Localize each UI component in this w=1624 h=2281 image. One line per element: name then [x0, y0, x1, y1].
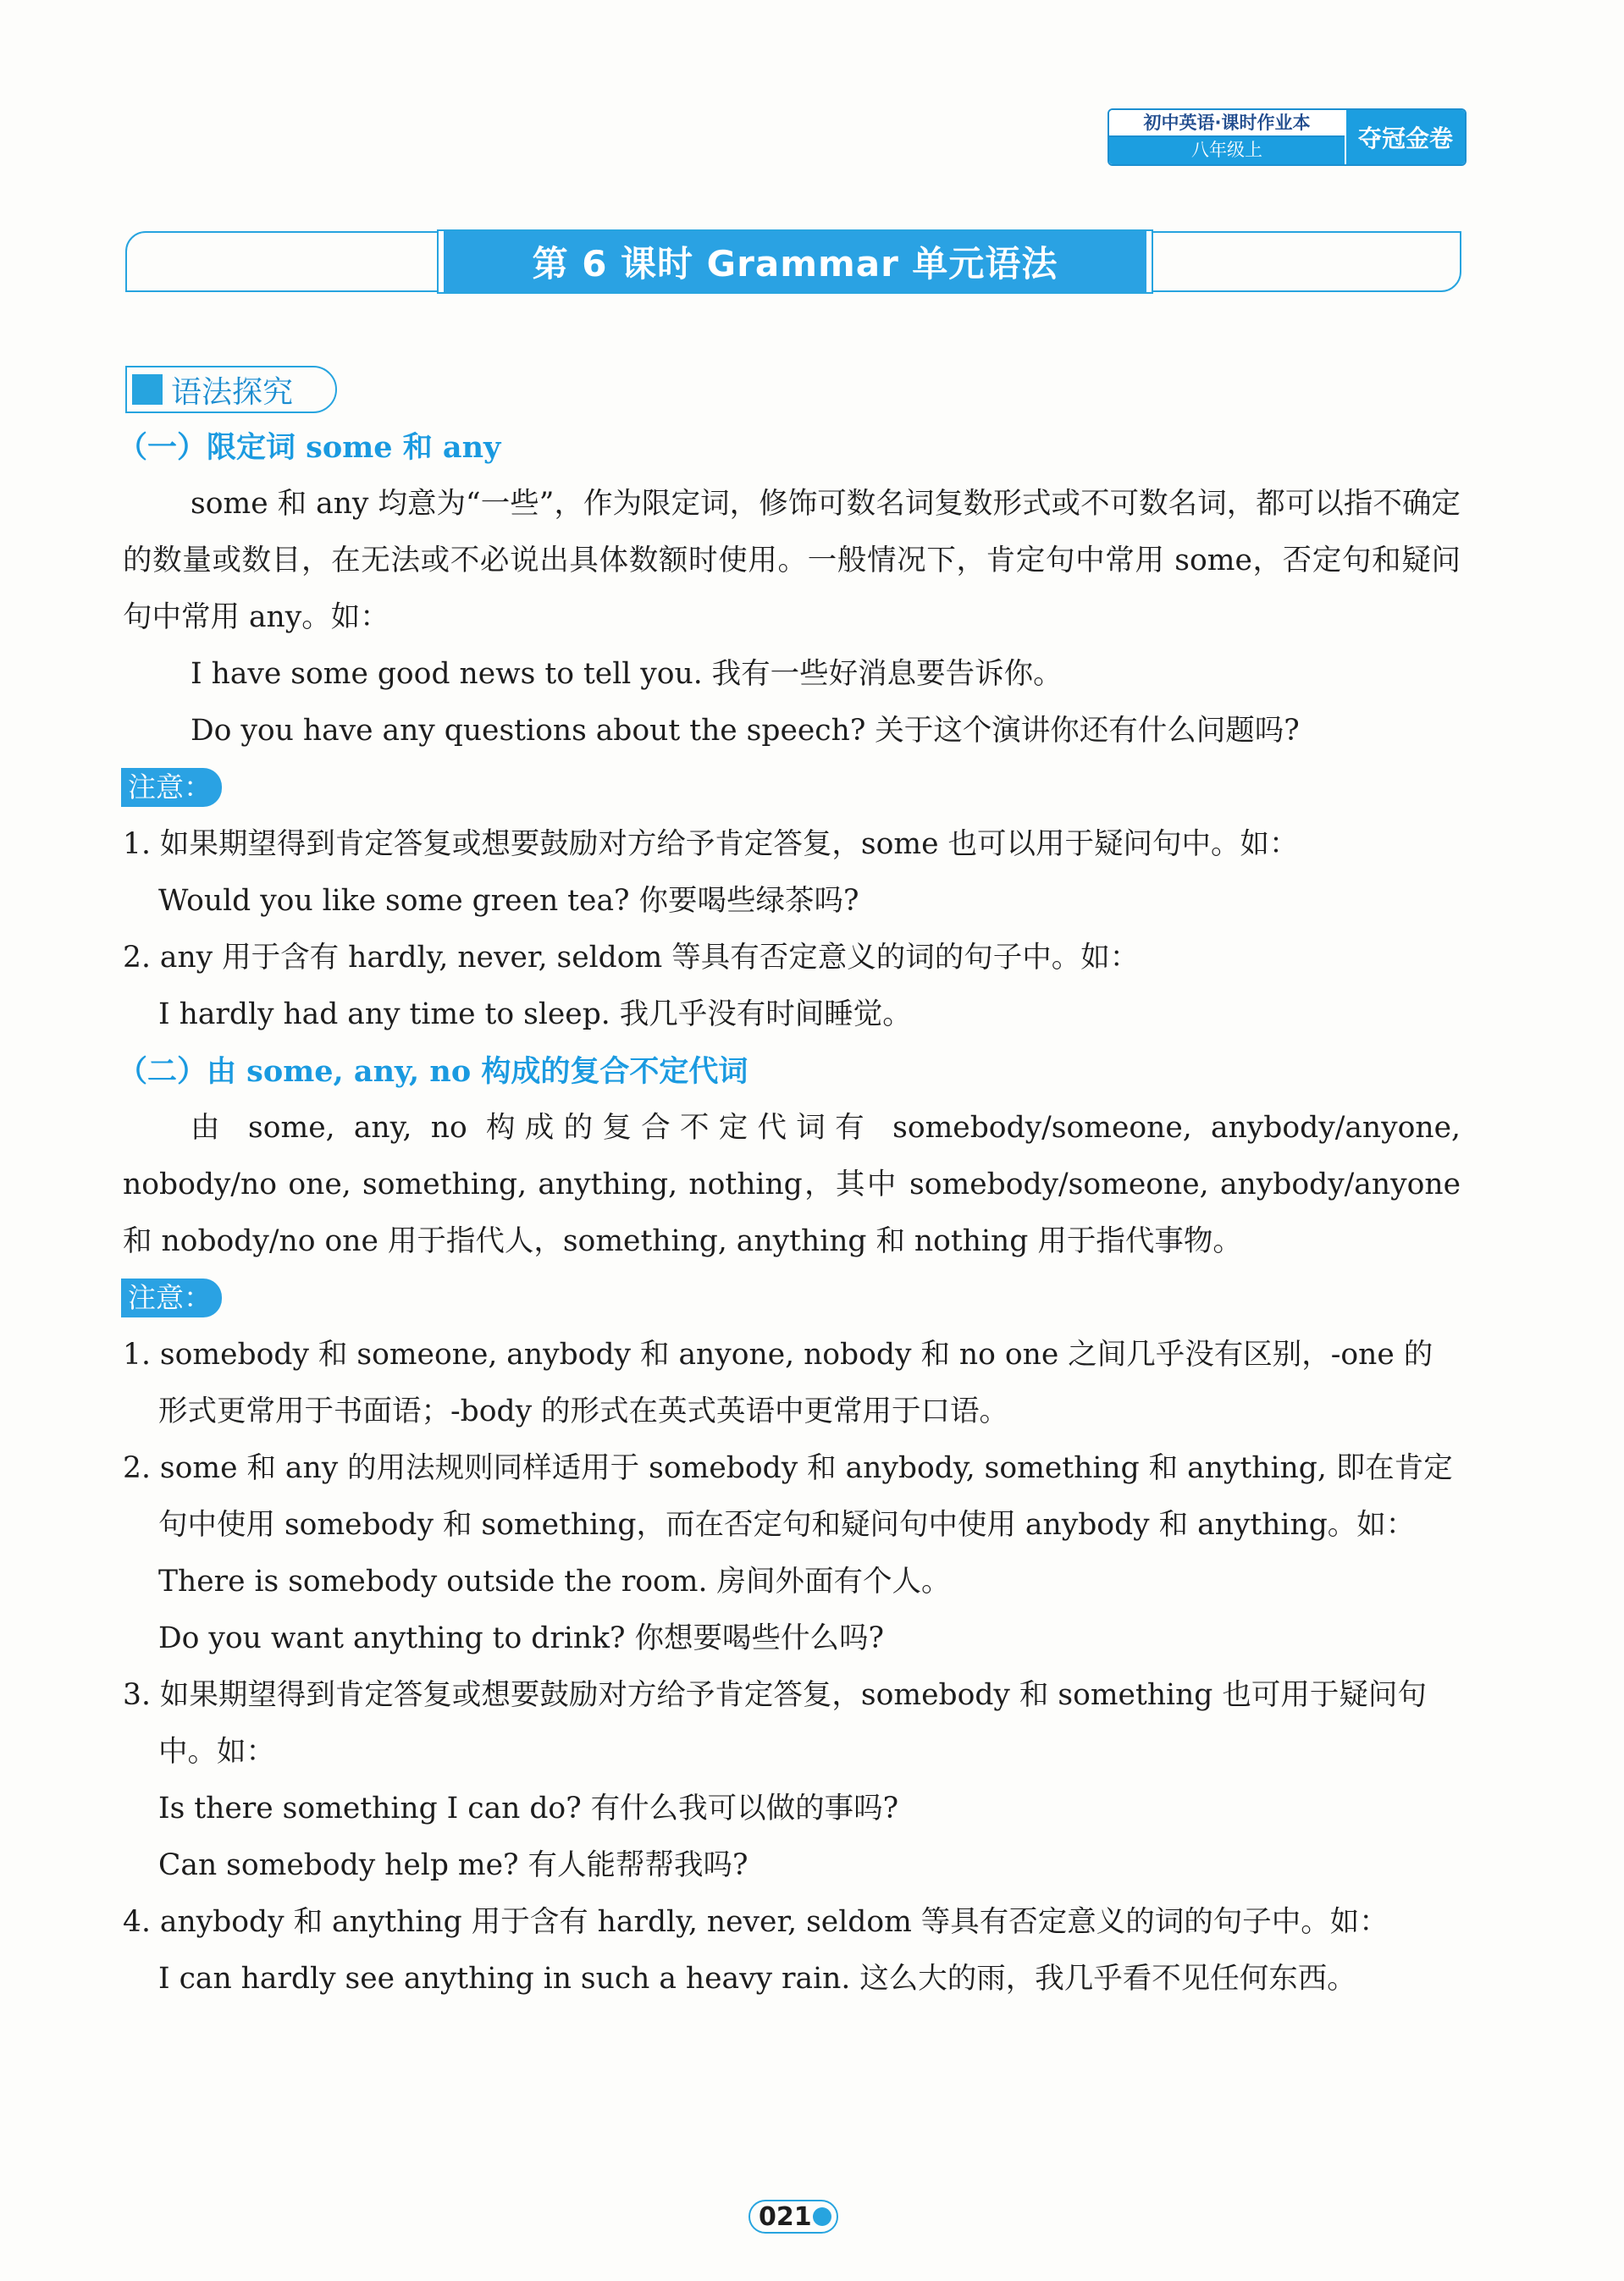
lesson-title: 第 6 课时 Grammar 单元语法 [439, 231, 1152, 292]
brand-logo: 夺冠金卷 [1345, 110, 1465, 164]
header-badge [1108, 108, 1467, 166]
page-number [748, 2200, 838, 2234]
dot-icon [813, 2207, 831, 2226]
part1-paragraph: some 和 any 均意为“一些”，作为限定词，修饰可数名词复数形式或不可数名词，都可以指不确定的数量或数目，在无法或不必说出具体数额时使用。一般情况下，肯定句中常用 some，否定句和疑问句中常用 any。如： [123, 487, 1461, 634]
badge-text [1109, 110, 1345, 164]
note-item [123, 1894, 1461, 1951]
example-sentence: Can somebody help me? 有人能帮帮我吗? [158, 1848, 748, 1882]
note-text: somebody 和 someone, anybody 和 anyone, nobody 和 no one 之间几乎没有区别，-one 的形式更常用于书面语；-body 的形式在英式英语中更常用于口语。 [158, 1338, 1433, 1428]
note-text: some 和 any 的用法规则同样适用于 somebody 和 anybody, something 和 anything, 即在肯定句中使用 somebody 和 something，而在否定句和疑问句中使用 anybody 和 anything。如： [158, 1451, 1453, 1542]
series-name: 初中英语·课时作业本 [1109, 110, 1345, 137]
example-sentence: Do you have any questions about the speech? 关于这个演讲你还有什么问题吗? [191, 714, 1300, 748]
example-sentence: I hardly had any time to sleep. 我几乎没有时间睡觉。 [158, 997, 912, 1031]
note-text: anybody 和 anything 用于含有 hardly, never, seldom 等具有否定意义的词的句子中。如： [159, 1905, 1389, 1939]
example-sentence: There is somebody outside the room. 房间外面有个人。 [158, 1565, 951, 1599]
note-text: any 用于含有 hardly, never, seldom 等具有否定意义的词的句子中。如： [159, 941, 1140, 975]
note-item [123, 1440, 1461, 1554]
example-sentence: I can hardly see anything in such a heavy rain. 这么大的雨，我几乎看不见任何东西。 [158, 1962, 1356, 1996]
part1-heading: （一）限定词 some 和 any [118, 430, 501, 465]
section-tag [125, 366, 337, 413]
part2-paragraph: 由 some, any, no 构成的复合不定代词有 somebody/someone, anybody/anyone, nobody/no one, something, anything, nothing，其中 somebody/someone, anybody/anyone 和 nobody/no one 用于指代人，something, anything 和 nothing 用于指代事物。 [123, 1111, 1461, 1258]
note-item [123, 1667, 1461, 1781]
example-sentence: Do you want anything to drink? 你想要喝些什么吗? [158, 1621, 884, 1655]
example-sentence: Is there something I can do? 有什么我可以做的事吗? [158, 1792, 899, 1825]
note-number: 4. [123, 1905, 151, 1939]
grade-label: 八年级上 [1109, 137, 1345, 164]
note-number: 2. [123, 1451, 151, 1485]
example-sentence: Would you like some green tea? 你要喝些绿茶吗? [158, 884, 859, 918]
note-number: 1. [123, 827, 151, 861]
note-number: 2. [123, 941, 151, 975]
square-icon [132, 374, 163, 405]
part2-heading: （二）由 some, any, no 构成的复合不定代词 [118, 1054, 748, 1089]
note-item [123, 930, 1461, 986]
note-label: 注意： [121, 768, 222, 807]
note-number: 3. [123, 1678, 151, 1712]
page-number-text: 021 [759, 2201, 812, 2232]
note-label: 注意： [121, 1279, 222, 1317]
section-tag-label: 语法探究 [171, 374, 294, 410]
note-text: 如果期望得到肯定答复或想要鼓励对方给予肯定答复，somebody 和 something 也可用于疑问句中。如： [158, 1678, 1427, 1769]
example-sentence: I have some good news to tell you. 我有一些好消息要告诉你。 [191, 657, 1063, 691]
note-text: 如果期望得到肯定答复或想要鼓励对方给予肯定答复，some 也可以用于疑问句中。如： [159, 827, 1299, 861]
note-item [123, 816, 1461, 873]
note-number: 1. [123, 1338, 151, 1372]
main-content [118, 419, 1461, 2008]
note-item [123, 1327, 1461, 1440]
